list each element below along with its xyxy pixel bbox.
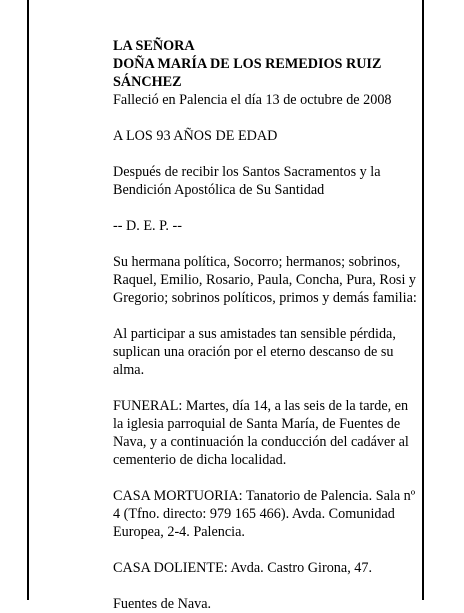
mortuary-paragraph: CASA MORTUORIA: Tanatorio de Palencia. Sala nº 4 (Tfno. directo: 979 165 466). Avda. Comunidad Europea, 2-4. Palencia. [113, 488, 416, 540]
prayer-request-paragraph: Al participar a sus amistades tan sensible pérdida, suplican una oración por el eterno descanso de su alma. [113, 326, 396, 378]
title-line-1: LA SEÑORA [113, 38, 195, 54]
family-paragraph: Su hermana política, Socorro; hermanos; sobrinos, Raquel, Emilio, Rosario, Paula, Concha, Pura, Rosi y Gregorio; sobrinos políticos, primos y demás familia: [113, 254, 417, 306]
spacer [113, 235, 418, 253]
age-line: A LOS 93 AÑOS DE EDAD [113, 128, 278, 144]
mourning-house-line: CASA DOLIENTE: Avda. Castro Girona, 47. [113, 560, 373, 576]
dep-line: -- D. E. P. -- [113, 218, 182, 234]
death-date-line: Falleció en Palencia el día 13 de octubre de 2008 [113, 92, 392, 108]
spacer [113, 541, 418, 559]
obituary-notice [113, 37, 418, 613]
spacer [113, 145, 418, 163]
spacer [113, 577, 418, 595]
place-line: Fuentes de Nava. [113, 596, 212, 612]
sacraments-paragraph: Después de recibir los Santos Sacramentos y la Bendición Apostólica de Su Santidad [113, 164, 381, 198]
spacer [113, 109, 418, 127]
spacer [113, 379, 418, 397]
spacer [113, 469, 418, 487]
spacer [113, 307, 418, 325]
deceased-name: DOÑA MARÍA DE LOS REMEDIOS RUIZ SÁNCHEZ [113, 56, 382, 90]
funeral-paragraph: FUNERAL: Martes, día 14, a las seis de la tarde, en la iglesia parroquial de Santa María, de Fuentes de Nava, y a continuación la conducción del cadáver al cementerio de dicha localidad. [113, 398, 409, 468]
spacer [113, 199, 418, 217]
